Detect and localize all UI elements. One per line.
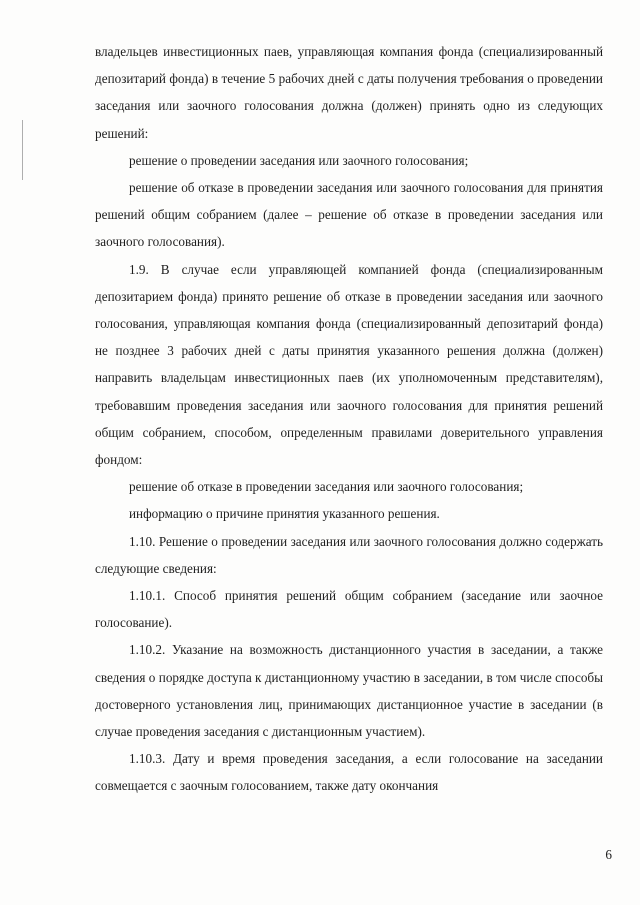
- paragraph: информацию о причине принятия указанного решения.: [129, 506, 440, 522]
- margin-mark: [22, 120, 23, 180]
- paragraph: 1.10.3. Дату и время проведения заседания, а если голосование на заседании совмещается с заочным голосованием, также дату окончания: [95, 751, 603, 794]
- paragraph: решение об отказе в проведении заседания или заочного голосования;: [129, 479, 524, 495]
- document-body: [95, 38, 603, 800]
- paragraph: 1.10.2. Указание на возможность дистанционного участия в заседании, а также сведения о порядке доступа к дистанционному участию в заседании, в том числе способы достоверного установления лиц, принимающих дистанционное участие в заседании (в случае проведения заседания с дистанционным участием).: [95, 642, 603, 740]
- paragraph: 1.9. В случае если управляющей компанией фонда (специализированным депозитарием фонда) принято решение об отказе в проведении заседания или заочного голосования, управляющая компания фонда (специализированный депозитарий фонда) не позднее 3 рабочих дней с даты принятия указанного решения должна (должен) направить владельцам инвестиционных паев (их уполномоченным представителям), требовавшим проведения заседания или заочного голосования для принятия решений общим собранием, способом, определенным правилами доверительного управления фондом:: [95, 261, 603, 468]
- paragraph: решение о проведении заседания или заочного голосования;: [129, 152, 469, 168]
- page-number: 6: [605, 847, 612, 862]
- paragraph: 1.10. Решение о проведении заседания или заочного голосования должно содержать следующие сведения:: [95, 533, 603, 576]
- paragraph: решение об отказе в проведении заседания или заочного голосования для принятия решений общим собранием (далее – решение об отказе в проведении заседания или заочного голосования).: [95, 180, 603, 250]
- paragraph: владельцев инвестиционных паев, управляющая компания фонда (специализированный депозитарий фонда) в течение 5 рабочих дней с даты получения требования о проведении заседания или заочного голосования должна (должен) принять одно из следующих решений:: [95, 44, 603, 141]
- paragraph: 1.10.1. Способ принятия решений общим собранием (заседание или заочное голосование).: [95, 588, 603, 631]
